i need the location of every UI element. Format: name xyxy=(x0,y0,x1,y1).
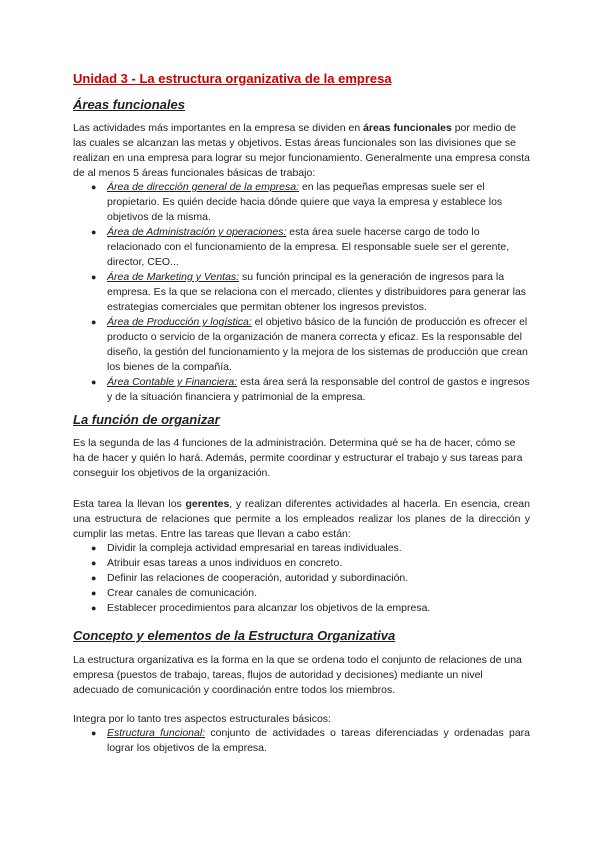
bullet-icon: ● xyxy=(91,728,97,738)
list-item xyxy=(73,270,530,315)
bullet-icon: ● xyxy=(91,543,97,553)
para2-text-after: , y realizan diferentes actividades al hacerla. En esencia, crean una estructura de relaciones que permite a los empleados realizar los planes de la dirección y cumplir las metas. Entre las tareas que llevan a cabo están: xyxy=(73,498,530,540)
section-heading-funcion-organizar: La función de organizar xyxy=(73,412,220,427)
list-item xyxy=(73,726,530,756)
list-item xyxy=(73,556,530,571)
bullet-icon: ● xyxy=(91,603,97,613)
area-description: esta área suele hacerse cargo de todo lo relacionado con el funcionamiento de la empresa. El responsable suele ser el gerente, director, CEO... xyxy=(107,226,510,268)
list-item xyxy=(73,225,530,270)
aspectos-list xyxy=(73,726,530,756)
list-item xyxy=(73,541,530,556)
list-item xyxy=(73,571,530,586)
tarea-text: Dividir la compleja actividad empresarial en tareas individuales. xyxy=(107,542,402,554)
tarea-text: Crear canales de comunicación. xyxy=(107,587,257,599)
funcion-paragraph-1: Es la segunda de las 4 funciones de la administración. Determina qué se ha de hacer, cómo se ha de hacer y quién lo hará. Además, permite coordinar y estructurar el trabajo y sus tareas para conseguir los objetivos de la organización. xyxy=(73,437,523,479)
bullet-icon: ● xyxy=(91,377,97,387)
section-heading-concepto-estructura: Concepto y elementos de la Estructura Organizativa xyxy=(73,628,396,643)
bullet-icon: ● xyxy=(91,227,97,237)
intro-bold-term: áreas funcionales xyxy=(363,122,452,134)
list-item xyxy=(73,315,530,375)
bullet-icon: ● xyxy=(91,558,97,568)
area-description: el objetivo básico de la función de producción es ofrecer el producto o servicio de la organización de manera correcta y eficaz. Es la responsable del diseño, la gestión del funcionamiento y la mejora de los sistemas de producción que crean los bienes de la compañía. xyxy=(107,316,528,373)
intro-text-after: por medio de las cuales se alcanzan las metas y objetivos. Estas áreas funcionales son las divisiones que se realizan en una empresa para lograr su mejor funcionamiento. Generalmente una empresa consta de al menos 5 áreas funcionales básicas de trabajo: xyxy=(73,122,531,179)
list-item xyxy=(73,375,530,405)
aspecto-description: conjunto de actividades o tareas diferenciadas y ordenadas para lograr los objetivos de la empresa. xyxy=(107,727,530,754)
area-description: su función principal es la generación de ingresos para la empresa. Es la que se relaciona con el mercado, clientes y distribuidores para generar las estrategias comerciales que permitan obtener los ingresos previstos. xyxy=(107,271,527,313)
areas-funcionales-list xyxy=(73,180,530,405)
area-term: Área de Producción y logística: xyxy=(107,316,252,328)
areas-intro-paragraph xyxy=(73,121,530,181)
bullet-icon: ● xyxy=(91,272,97,282)
bullet-icon: ● xyxy=(91,317,97,327)
page-title: Unidad 3 - La estructura organizativa de la empresa xyxy=(73,71,392,86)
para2-bold-term: gerentes xyxy=(185,498,230,510)
list-item xyxy=(73,180,530,225)
area-term: Área Contable y Financiera: xyxy=(107,376,238,388)
section-heading-areas-funcionales: Áreas funcionales xyxy=(73,97,185,112)
aspecto-term: Estructura funcional: xyxy=(107,727,206,739)
list-item xyxy=(73,586,530,601)
concepto-paragraph-1: La estructura organizativa es la forma en la que se ordena todo el conjunto de relaciones de una empresa (puestos de trabajo, tareas, flujos de autoridad y decisiones) mediante un nivel adecuado de comunicación y coordinación entre todos los miembros. xyxy=(73,654,522,696)
area-term: Área de Marketing y Ventas: xyxy=(107,271,240,283)
list-item xyxy=(73,601,530,616)
funcion-paragraph-2 xyxy=(73,497,530,542)
para2-text-before: Esta tarea la llevan los xyxy=(73,498,186,510)
bullet-icon: ● xyxy=(91,588,97,598)
tarea-text: Atribuir esas tareas a unos individuos en concreto. xyxy=(107,557,343,569)
tarea-text: Definir las relaciones de cooperación, autoridad y subordinación. xyxy=(107,572,409,584)
area-term: Área de dirección general de la empresa: xyxy=(107,181,300,193)
intro-text-before: Las actividades más importantes en la empresa se dividen en xyxy=(73,122,364,134)
area-description: esta área será la responsable del control de gastos e ingresos y de la situación financiera y patrimonial de la empresa. xyxy=(107,376,530,403)
tareas-list xyxy=(73,541,530,616)
concepto-paragraph-2: Integra por lo tanto tres aspectos estructurales básicos: xyxy=(73,713,331,725)
area-description: en las pequeñas empresas suele ser el propietario. Es quién decide hacia dónde quiere que vaya la empresa y establece los objetivos de la misma. xyxy=(107,181,503,223)
area-term: Área de Administración y operaciones: xyxy=(107,226,287,238)
bullet-icon: ● xyxy=(91,182,97,192)
tarea-text: Establecer procedimientos para alcanzar los objetivos de la empresa. xyxy=(107,602,431,614)
bullet-icon: ● xyxy=(91,573,97,583)
